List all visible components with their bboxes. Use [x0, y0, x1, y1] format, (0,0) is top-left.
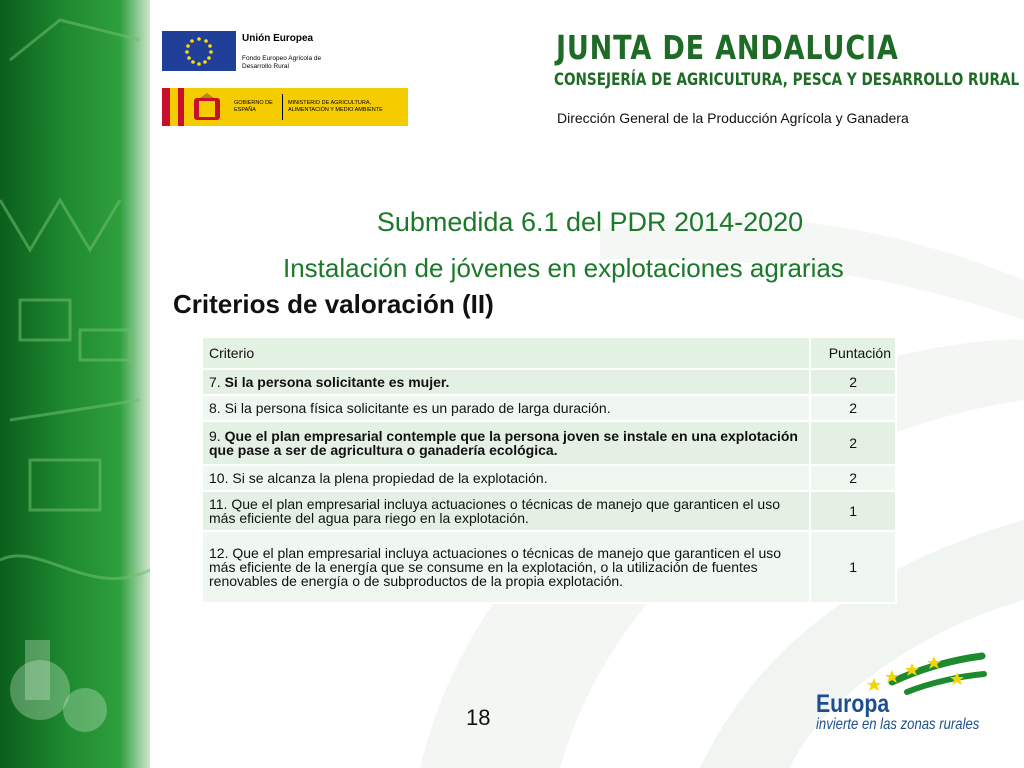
instalacion-title: Instalación de jóvenes en explotaciones agrarias — [283, 253, 844, 283]
table-header-row — [202, 337, 896, 369]
criterio-bold-text: Que el plan empresarial contemple que la persona joven se instale en una explotación que pase a ser de agricultura o ganadería ecológica. — [209, 428, 798, 458]
criterio-number: 11. — [209, 496, 232, 512]
criterio-number: 12. — [209, 545, 233, 561]
criterios-heading: Criterios de valoración (II) — [173, 289, 494, 319]
criterio-number: 7. — [209, 374, 225, 390]
junta-title: JUNTA DE ANDALUCIA — [556, 28, 899, 67]
criterio-text: Si la persona física solicitante es un parado de larga duración. — [224, 400, 611, 416]
criterio-bold-text: Si la persona solicitante es mujer. — [224, 374, 450, 390]
criterio-text: Que el plan empresarial incluya actuaciones o técnicas de manejo que garanticen el uso más eficiente de la energía que se consume en la explotación, o la utilización de fuentes renovables de energía o de subproductos de la propia explotación. — [209, 545, 782, 589]
header-puntacion: Puntación — [810, 337, 896, 369]
criterio-cell — [202, 369, 810, 395]
flag-stripe — [162, 88, 170, 126]
score-cell: 2 — [810, 395, 896, 421]
table-row — [202, 491, 896, 531]
criterio-cell — [202, 491, 810, 531]
page-number: 18 — [466, 705, 491, 730]
flag-stripe — [178, 88, 184, 126]
sidebar-pattern — [0, 0, 150, 768]
submedida-title: Submedida 6.1 del PDR 2014-2020 — [376, 207, 804, 237]
criterio-text: Que el plan empresarial incluya actuaciones o técnicas de manejo que garanticen el uso más eficiente del agua para riego en la explotación. — [209, 496, 780, 526]
criterio-cell — [202, 395, 810, 421]
header-criterio: Criterio — [202, 337, 810, 369]
criteria-table — [201, 336, 897, 604]
europa-logo — [812, 648, 1012, 738]
criterio-number: 8. — [209, 400, 225, 416]
ministerio-name: MINISTERIO DE AGRICULTURA, ALIMENTACIÓN Y MEDIO AMBIENTE — [288, 100, 383, 113]
junta-subtitle: CONSEJERÍA DE AGRICULTURA, PESCA Y DESARROLLO RURAL — [554, 70, 1020, 90]
table-row — [202, 465, 896, 491]
criterio-number: 10. — [209, 470, 233, 486]
score-cell: 2 — [810, 369, 896, 395]
gobierno-logo — [162, 88, 408, 126]
criterio-cell — [202, 465, 810, 491]
europa-stars-icon — [812, 648, 1012, 696]
criterio-cell — [202, 421, 810, 465]
eu-subtitle: Fondo Europeo Agrícola de Desarrollo Rural — [242, 55, 322, 70]
table-row — [202, 421, 896, 465]
score-cell: 1 — [810, 531, 896, 603]
europa-word: Europa — [816, 690, 890, 718]
gobierno-name: GOBIERNO DE ESPAÑA — [234, 100, 273, 113]
score-cell: 2 — [810, 465, 896, 491]
score-cell: 2 — [810, 421, 896, 465]
table-row — [202, 369, 896, 395]
table-row — [202, 395, 896, 421]
direccion-general: Dirección General de la Producción Agrícola y Ganadera — [557, 110, 909, 126]
eu-flag-icon — [162, 31, 236, 71]
score-cell: 1 — [810, 491, 896, 531]
coat-of-arms-icon — [190, 92, 224, 122]
table-row — [202, 531, 896, 603]
divider — [282, 94, 283, 120]
criterio-number: 9. — [209, 428, 225, 444]
criterio-text: Si se alcanza la plena propiedad de la explotación. — [232, 470, 548, 486]
eu-title: Unión Europea — [242, 33, 314, 44]
flag-stripe — [170, 88, 178, 126]
eu-logo — [162, 31, 342, 71]
criterio-cell — [202, 531, 810, 603]
europa-subtitle: invierte en las zonas rurales — [816, 716, 980, 733]
sidebar-decoration — [0, 0, 150, 768]
